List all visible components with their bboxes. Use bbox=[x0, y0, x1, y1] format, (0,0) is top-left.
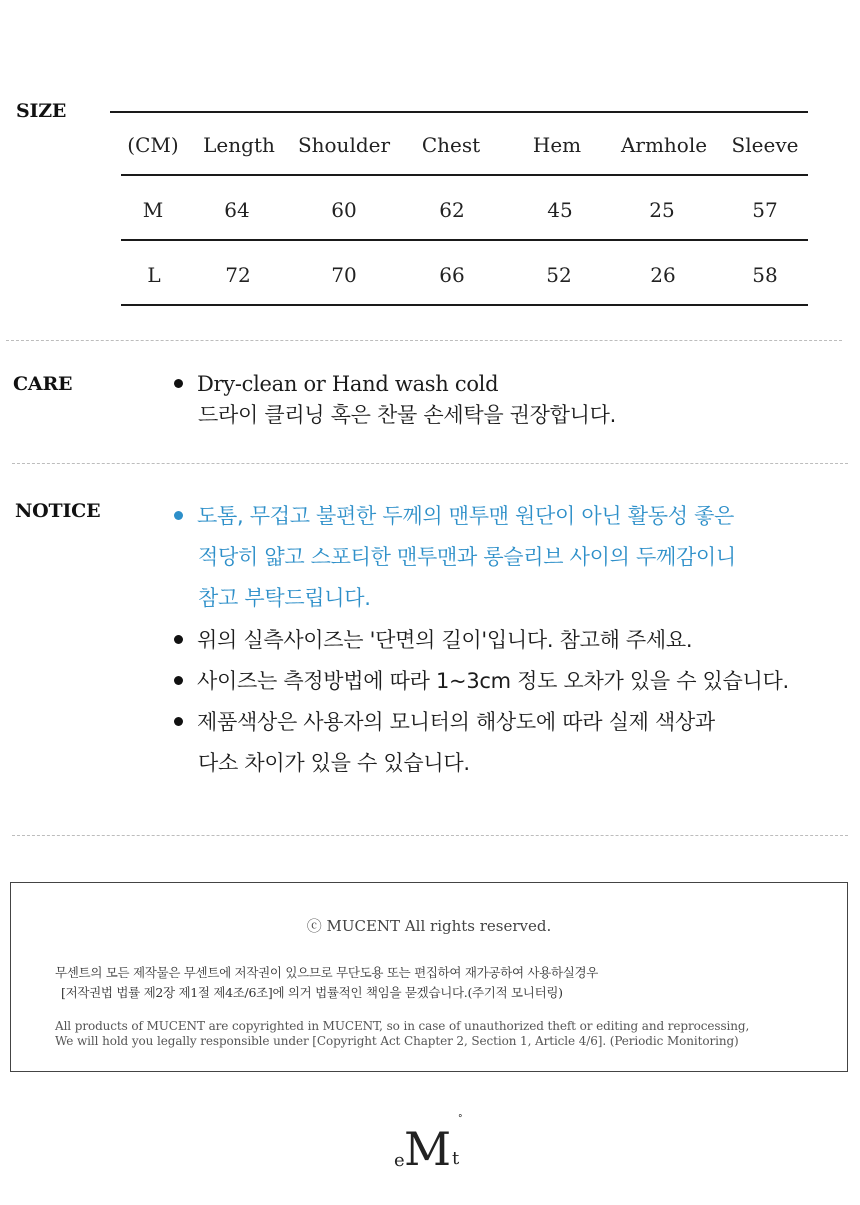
notice-text: 참고 부탁드립니다. bbox=[198, 586, 371, 610]
row-m-chest: 62 bbox=[439, 198, 465, 222]
table-top-rule bbox=[110, 111, 808, 113]
copyright-box bbox=[10, 882, 848, 1072]
row-l-sleeve: 58 bbox=[752, 263, 778, 287]
header-cm: (CM) bbox=[127, 133, 179, 157]
row-m-sleeve: 57 bbox=[752, 198, 778, 222]
copyright-kr-line: [저작권법 법률 제2장 제1절 제4조/6조]에 의거 법률적인 책임을 묻겠습니다.(주기적 모니터링) bbox=[61, 985, 563, 1000]
copyright-en-line: We will hold you legally responsible under [Copyright Act Chapter 2, Section 1, Article 4/6]. (Periodic Monitoring) bbox=[55, 1034, 739, 1048]
bullet-icon bbox=[174, 717, 183, 726]
header-chest: Chest bbox=[421, 133, 481, 157]
table-row-rule bbox=[121, 239, 808, 241]
notice-item bbox=[174, 706, 715, 736]
notice-item-highlight bbox=[174, 500, 734, 530]
notice-text: 도톰, 무겁고 불편한 두께의 맨투맨 원단이 아닌 활동성 좋은 bbox=[197, 504, 735, 528]
care-section-label: CARE bbox=[13, 373, 73, 395]
row-l-size: L bbox=[147, 263, 161, 287]
header-armhole: Armhole bbox=[620, 133, 708, 157]
section-divider bbox=[12, 835, 848, 836]
row-m-shoulder: 60 bbox=[331, 198, 357, 222]
bullet-icon bbox=[174, 511, 183, 520]
section-divider bbox=[12, 463, 848, 464]
copyright-kr-line: 무센트의 모든 제작물은 무센트에 저작권이 있으므로 무단도용 또는 편집하여 재가공하여 사용하실경우 bbox=[55, 965, 599, 980]
table-bottom-rule bbox=[121, 304, 808, 306]
row-m-armhole: 25 bbox=[649, 198, 675, 222]
copyright-rights: ⓒ MUCENT All rights reserved. bbox=[306, 917, 552, 935]
care-text-kr: 드라이 클리닝 혹은 찬물 손세탁을 권장합니다. bbox=[198, 403, 616, 427]
row-l-shoulder: 70 bbox=[331, 263, 357, 287]
brand-logo bbox=[380, 1112, 480, 1182]
bullet-icon bbox=[174, 379, 183, 388]
header-length: Length bbox=[203, 133, 275, 157]
logo-letter: e bbox=[394, 1150, 405, 1171]
copyright-en-line: All products of MUCENT are copyrighted in MUCENT, so in case of unauthorized theft or editing and reprocessing, bbox=[55, 1019, 750, 1033]
notice-item bbox=[174, 665, 789, 695]
row-m-length: 64 bbox=[224, 198, 250, 222]
notice-text: 위의 실측사이즈는 '단면의 길이'입니다. 참고해 주세요. bbox=[197, 628, 693, 652]
notice-text: 적당히 얇고 스포티한 맨투맨과 롱슬리브 사이의 두께감이니 bbox=[198, 545, 736, 569]
row-l-hem: 52 bbox=[546, 263, 572, 287]
row-m-size: M bbox=[142, 198, 164, 222]
section-divider bbox=[6, 340, 842, 341]
table-header-rule bbox=[121, 174, 808, 176]
row-m-hem: 45 bbox=[547, 198, 573, 222]
row-l-chest: 66 bbox=[439, 263, 465, 287]
size-section-label: SIZE bbox=[16, 100, 67, 122]
care-text-en: Dry-clean or Hand wash cold bbox=[197, 372, 499, 396]
care-item bbox=[174, 372, 498, 396]
notice-text: 사이즈는 측정방법에 따라 1~3cm 정도 오차가 있을 수 있습니다. bbox=[197, 669, 789, 693]
notice-text: 제품색상은 사용자의 모니터의 해상도에 따라 실제 색상과 bbox=[197, 710, 715, 734]
logo-degree-mark: ° bbox=[458, 1114, 463, 1124]
row-l-armhole: 26 bbox=[650, 263, 676, 287]
notice-section-label: NOTICE bbox=[15, 500, 101, 522]
header-shoulder: Shoulder bbox=[297, 133, 391, 157]
notice-item bbox=[174, 624, 692, 654]
header-sleeve: Sleeve bbox=[731, 133, 799, 157]
bullet-icon bbox=[174, 635, 183, 644]
logo-letter: M bbox=[404, 1122, 446, 1176]
header-hem: Hem bbox=[532, 133, 582, 157]
bullet-icon bbox=[174, 676, 183, 685]
row-l-length: 72 bbox=[225, 263, 251, 287]
logo-letter: t bbox=[452, 1148, 460, 1169]
notice-text: 다소 차이가 있을 수 있습니다. bbox=[198, 751, 470, 775]
